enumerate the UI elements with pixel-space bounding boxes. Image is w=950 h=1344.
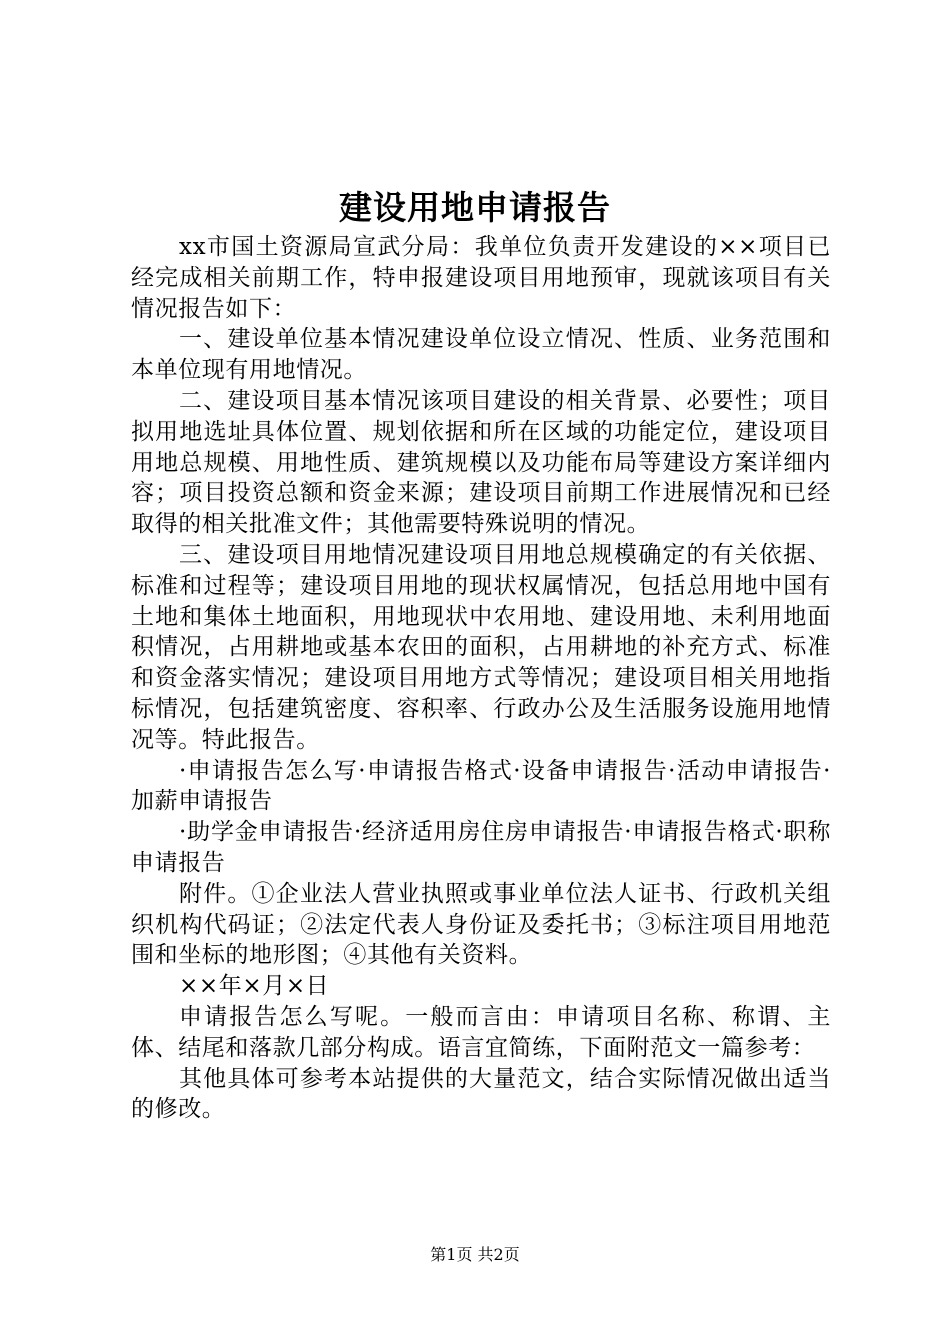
paragraph-section-2: 二、建设项目基本情况该项目建设的相关背景、必要性；项目拟用地选址具体位置、规划依据和所在区域的功能定位，建设项目用地总规模、用地性质、建筑规模以及功能布局等建设方案详细内容；项目投资总额和资金来源；建设项目前期工作进展情况和已经取得的相关批准文件；其他需要特殊说明的情况。 — [131, 387, 831, 538]
document-body — [131, 232, 831, 1125]
paragraph-date: ××年×月×日 — [179, 973, 330, 1000]
paragraph-how-to-write: 申请报告怎么写呢。一般而言由：申请项目名称、称谓、主体、结尾和落款几部分构成。语言宜简练，下面附范文一篇参考： — [131, 1003, 831, 1061]
related-links-line-2: ·助学金申请报告·经济适用房住房申请报告·申请报告格式·职称申请报告 — [131, 819, 831, 876]
paragraph-section-1: 一、建设单位基本情况建设单位设立情况、性质、业务范围和本单位现有用地情况。 — [131, 326, 831, 384]
page-footer: 第1页 共2页 — [430, 1245, 520, 1264]
paragraph-section-3: 三、建设项目用地情况建设项目用地总规模确定的有关依据、标准和过程等；建设项目用地的现状权属情况，包括总用地中国有土地和集体土地面积，用地现状中农用地、建设用地、未利用地面积情况，占用耕地或基本农田的面积，占用耕地的补充方式、标准和资金落实情况；建设项目用地方式等情况；建设项目相关用地指标情况，包括建筑密度、容积率、行政办公及生活服务设施用地情况等。特此报告。 — [131, 541, 831, 753]
document-title: 建设用地申请报告 — [339, 188, 611, 227]
paragraph-intro: xx市国土资源局宣武分局：我单位负责开发建设的××项目已经完成相关前期工作，特申报建设项目用地预审，现就该项目有关情况报告如下： — [131, 234, 831, 322]
related-links-line-1: ·申请报告怎么写·申请报告格式·设备申请报告·活动申请报告·加薪申请报告 — [131, 757, 831, 815]
paragraph-attachments: 附件。①企业法人营业执照或事业单位法人证书、行政机关组织机构代码证；②法定代表人身份证及委托书；③标注项目用地范围和坐标的地形图；④其他有关资料。 — [131, 880, 831, 969]
paragraph-closing: 其他具体可参考本站提供的大量范文，结合实际情况做出适当的修改。 — [131, 1065, 831, 1123]
